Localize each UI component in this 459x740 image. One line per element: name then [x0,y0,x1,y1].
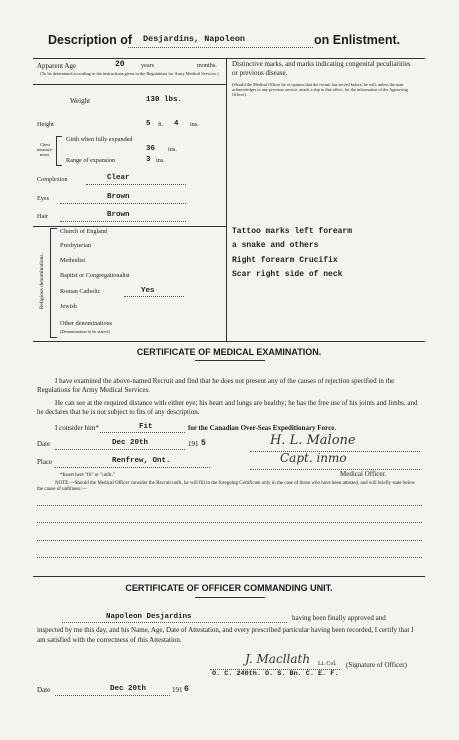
unfit-line-2 [37,522,422,523]
eyes-label: Eyes [37,195,50,202]
years-label: years [141,62,155,69]
girth-ins: ins. [168,146,177,153]
commanding-rule [33,576,425,577]
marks-line-2: a snake and others [232,241,319,250]
age-note: (To be determined according to the instructions given in the Regulations for Army Medical Services.) [40,71,219,76]
title-left: Description of [48,33,133,47]
after-name-text: having been finally approved and [292,614,386,622]
unfit-line-3 [37,540,422,541]
place-value: Renfrew, Ont. [112,457,171,465]
chest-label: Chest measure- ment. [36,142,54,158]
commanding-heading: CERTIFICATE OF OFFICER COMMANDING UNIT. [125,583,333,593]
commanding-heading-rule [195,597,265,598]
medical-year-value: 5 [201,439,206,448]
officer-rank-line [250,469,420,470]
commanding-para: inspected by me this day, and his Name, Age, Date of Attestation, and every prescribed particular having been recorded, I certify that I am satisfied with the correctness of this Attestation. [37,626,414,644]
range-ins: ins. [156,157,165,164]
name-typed: Desjardins, Napoleon [143,34,246,44]
unfit-line-4 [37,557,422,558]
commanding-date-label: Date [37,686,51,694]
ft-label: ft. [158,121,164,128]
medical-date-line [55,449,185,450]
religion-baptist: Baptist or Congregationalist [60,272,130,279]
medical-officer-title: Medical Officer. [340,470,387,478]
height-label: Height [37,121,54,128]
weight-value: 130 lbs. [146,96,183,104]
medical-para-2: He can see at the required distance with either eye; his heart and lungs are healthy; he has the free use of his joints and limbs, and he declares that he is not subject to fits of any description. [37,399,418,417]
roman-catholic-line [124,296,184,297]
medical-heading-rule [195,360,265,361]
ins-label: ins. [190,121,199,128]
insert-note: *Insert here "fit" or "unfit." [60,473,115,478]
marks-line-1: Tattoo marks left forearm [232,227,353,236]
signature-of-officer-label: (Signature of Officer) [346,661,407,669]
marks-note: (Should the Medical Officer be of opinion that the recruit has served before, he will, unless the man acknowledges to any previous service, attach a slip to that effect, for the information of the Approving Officer). [232,82,408,97]
title-right: on Enlistment. [314,33,401,47]
unfit-line-1 [37,505,422,506]
range-value: 3 [146,156,151,164]
medical-date-label: Date [37,440,51,448]
range-label: Range of expansion [66,157,116,164]
medical-para-1: I have examined the above-named Recruit and find that he does not present any of the causes of rejection specified in the Regulations for Army Medical Services. [37,377,395,395]
fit-line [100,432,185,433]
medical-officer-signature: H. L. Malone [270,433,356,448]
girth-value: 36 [146,145,156,153]
religion-roman-catholic: Roman Catholic [60,288,101,295]
marks-line-3: Right forearm Crucifix [232,256,338,265]
medical-heading: CERTIFICATE OF MEDICAL EXAMINATION. [136,347,322,357]
commanding-officer-signature: J. Macllath [245,652,311,666]
consider-suffix: for the Canadian Over-Seas Expeditionary Force. [188,424,337,432]
hair-line [60,221,186,222]
unit-value: O. C. 240th. O. S. Bn. C. E. F. [212,670,339,678]
column-divider [226,58,227,341]
commanding-year-value: 6 [184,685,189,694]
place-line [55,467,210,468]
apparent-age-value: 20 [115,60,125,69]
religions-label: Religious denominations. [38,253,45,310]
commanding-date-line [55,695,170,696]
chest-brace [56,136,62,166]
complexion-value: Clear [107,174,130,182]
hair-label: Hair [37,213,48,220]
marks-heading: Distinctive marks, and marks indicating congenital peculiarities or previous disease. [232,60,411,78]
medical-officer-rank: Capt. inmo [280,451,347,465]
recruit-name-line [62,622,287,623]
age-rule [33,84,226,85]
medical-year-prefix: 191 [188,440,199,448]
top-rule [33,58,425,59]
height-in-value: 4 [174,120,179,128]
recruit-name-value: Napoleon Desjardins [106,613,192,621]
medical-nota: NOTE.—Should the Medical Officer consider the Recruit unfit, he will fill in the foregoing Certificate only in the case of those who have been attested, and will briefly state below the cause of unfitness:— [37,481,416,492]
religion-other: Other denominations [60,320,113,327]
medical-date-value: Dec 20th [112,439,149,447]
apparent-age-label: Apparent Age [37,62,77,70]
religion-methodist: Methodist [60,257,86,264]
lt-col-label: Lt. Col. [318,661,337,667]
eyes-line [60,203,186,204]
religion-rule [33,226,226,227]
complexion-line [86,184,186,185]
religion-roman-catholic-value: Yes [141,287,155,295]
girth-label: Girth when fully expanded [66,136,133,143]
commanding-date-value: Dec 20th [110,685,147,693]
religions-brace [50,228,57,338]
section-rule [33,341,425,342]
hair-value: Brown [107,211,130,219]
commanding-year-prefix: 191 [172,686,183,694]
religion-church-of-england: Church of England [60,228,108,235]
place-label: Place [37,458,53,466]
months-label: months. [197,62,217,69]
eyes-value: Brown [107,193,130,201]
fit-value: Fit [139,423,153,431]
title-underline [128,47,313,48]
height-ft-value: 5 [146,120,151,128]
complexion-label: Complexion [37,176,68,183]
religion-presbyterian: Presbyterian [60,242,91,249]
marks-line-4: Scar right side of neck [232,270,343,279]
religion-jewish: Jewish [60,303,77,310]
other-denom-note: (Denomination to be stated.) [60,329,111,334]
consider-label: I consider him* [55,424,99,432]
weight-label: Weight [70,97,91,105]
